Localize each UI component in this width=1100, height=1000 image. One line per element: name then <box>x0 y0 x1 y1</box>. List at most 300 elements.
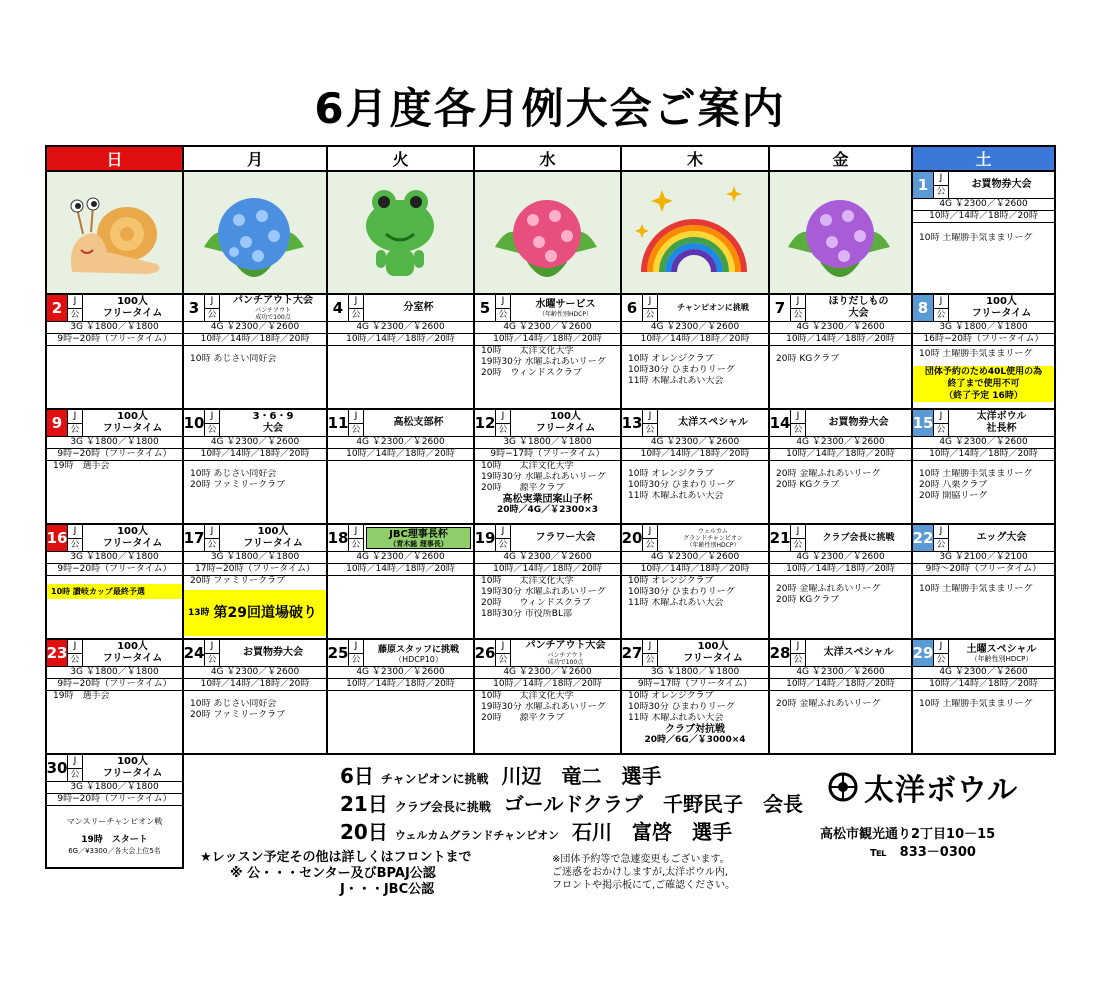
time-line: 10時／14時／18時／20時 <box>913 449 1054 461</box>
k-label: 公 <box>70 539 80 550</box>
j-label: J <box>934 640 948 654</box>
j-label: J <box>349 295 363 309</box>
k-label: 公 <box>936 186 946 197</box>
note-line: 10時30分 ひまわりリーグ <box>628 587 735 597</box>
note-line: 10時 あじさい同好会 <box>190 469 277 479</box>
event-line: パンチアウト大会 <box>525 640 606 651</box>
price-line: 4G ￥2300／￥2600 <box>622 552 768 564</box>
k-label: 公 <box>936 309 946 320</box>
event-title: クラブ会長に挑戦 <box>822 533 895 543</box>
event-title <box>949 410 1054 436</box>
event-sub: 成功で100点 <box>255 314 291 321</box>
k-label: 公 <box>351 654 361 665</box>
week-row-4 <box>46 524 1055 639</box>
event-line: 藤原スタッフに挑戦 <box>377 644 459 655</box>
j-label: J <box>205 640 219 654</box>
note-line: 10時 土曜勝手気ままリーグ <box>919 469 1033 479</box>
notice-line: 終了まで使用不可 <box>947 379 1020 389</box>
event-line: 大会 <box>263 423 283 434</box>
day-cell-21 <box>769 524 912 639</box>
day-cell-28 <box>769 639 912 754</box>
j-label: J <box>791 525 805 539</box>
day-cell-23 <box>46 639 183 754</box>
week-row-5 <box>46 639 1055 754</box>
k-label: 公 <box>645 654 655 665</box>
k-label: 公 <box>207 309 217 320</box>
footer-line-3 <box>340 816 732 845</box>
day-cell-17 <box>183 524 327 639</box>
k-label: 公 <box>70 309 80 320</box>
time-line: 10時／14時／18時／20時 <box>328 564 473 576</box>
j-label: J <box>496 525 510 539</box>
time-line: 10時／14時／18時／20時 <box>770 564 911 576</box>
note-line: 19時30分 水曜ふれあいリーグ <box>481 472 606 482</box>
k-label: 公 <box>793 539 803 550</box>
time-line: 10時／14時／18時／20時 <box>184 334 326 346</box>
event-title <box>83 640 182 666</box>
sanuki-cup-notice: 10時 讃岐カップ最終予選 <box>47 584 182 599</box>
day-number: 11 <box>327 413 349 432</box>
day-number: 1 <box>913 172 933 198</box>
event-line: 100人 <box>117 756 148 767</box>
day-number: 12 <box>474 413 496 432</box>
day-cell-11 <box>327 409 474 524</box>
event-line: JBC理事長杯 <box>389 528 448 540</box>
day-cell-30 <box>46 754 183 868</box>
event-title: お買物券大会 <box>828 417 889 428</box>
event-line: 太洋ボウル <box>976 411 1027 422</box>
k-label: 公 <box>498 424 508 435</box>
day-number: 23 <box>47 640 67 666</box>
price-line: 4G ￥2300／￥2600 <box>622 322 768 334</box>
day-cell-2 <box>46 294 183 409</box>
note-line: 10時 土曜勝手気ままリーグ <box>919 349 1033 359</box>
day-number: 22 <box>913 525 933 551</box>
note-line: 10時 オレンジクラブ <box>628 691 714 701</box>
time-line: 9時−20時（フリータイム） <box>47 679 182 691</box>
day-number: 24 <box>183 643 205 662</box>
event-title: 太洋スペシャル <box>823 647 894 658</box>
k-label: 公 <box>351 539 361 550</box>
note-line: 18時30分 市役所BL部 <box>481 609 572 619</box>
event-line: フリータイム <box>102 538 163 549</box>
j-label: J <box>643 640 657 654</box>
note-line: 10時30分 ひまわりリーグ <box>628 480 735 490</box>
day-cell-22 <box>912 524 1055 639</box>
day-cell-16 <box>46 524 183 639</box>
price-line: 4G ￥2300／￥2600 <box>622 437 768 449</box>
time-line: 9時−17時（フリータイム） <box>475 449 620 461</box>
frog-icon <box>327 171 474 294</box>
k-label: 公 <box>936 539 946 550</box>
day-cell-14 <box>769 409 912 524</box>
time-line: 9時−20時（フリータイム） <box>47 334 182 346</box>
k-label: 公 <box>70 424 80 435</box>
j-label: J <box>934 525 948 539</box>
event-line: パンチアウト大会 <box>233 295 313 306</box>
note-line: 20時 ファミリークラブ <box>190 480 286 490</box>
price-line: 4G ￥2300／￥2600 <box>328 552 473 564</box>
day-cell-1 <box>912 171 1055 294</box>
note-line: 10時 土曜勝手気ままリーグ <box>919 233 1033 243</box>
day-cell-18 <box>327 524 474 639</box>
day-number: 7 <box>774 298 786 317</box>
price-line: 3G ￥1800／￥1800 <box>913 322 1054 334</box>
day-cell-9 <box>46 409 183 524</box>
note-line: 10時 オレンジクラブ <box>628 576 714 586</box>
weekday-sat: 土 <box>912 146 1055 171</box>
j-label: J <box>934 295 948 309</box>
j-label: J <box>496 410 510 424</box>
day-number: 29 <box>913 640 933 666</box>
day-number: 27 <box>621 643 643 662</box>
note-line: 20時 ファミリークラブ <box>190 576 286 586</box>
j-label: J <box>349 640 363 654</box>
day-cell-6 <box>621 294 769 409</box>
footer-line-1 <box>340 760 662 789</box>
j-label: J <box>791 410 805 424</box>
j-label: J <box>68 755 82 769</box>
k-label: 公 <box>645 309 655 320</box>
notice-line: 団体予約のため40L使用の為 <box>924 367 1043 377</box>
event-line: 社長杯 <box>986 423 1017 434</box>
monthly-champion-detail: 6G／¥3300／各大会上位5名 <box>68 847 161 855</box>
notice-time: 13時 <box>188 607 210 618</box>
note-line: 20時 ファミリークラブ <box>190 710 286 720</box>
price-line: 4G ￥2300／￥2600 <box>475 322 620 334</box>
note-line: 11時 木曜ふれあい大会 <box>628 598 724 608</box>
k-label: 公 <box>351 309 361 320</box>
event-line: フリータイム <box>102 308 163 319</box>
j-label: J <box>349 525 363 539</box>
time-line: 10時／14時／18時／20時 <box>770 679 911 691</box>
j-label: J <box>934 172 948 186</box>
event-line: 100人 <box>697 641 729 652</box>
note-line: 10時 土曜勝手気ままリーグ <box>919 584 1033 594</box>
day-number: 5 <box>479 298 491 317</box>
k-label: 公 <box>936 654 946 665</box>
j-label: J <box>68 640 82 654</box>
event-line: フリータイム <box>102 423 163 434</box>
event-title <box>83 525 182 551</box>
day-number: 13 <box>621 413 643 432</box>
note-line: 19時 選手会 <box>53 691 110 701</box>
event-title <box>806 295 911 321</box>
time-line: 10時／14時／18時／20時 <box>328 334 473 346</box>
event-title: フラワー大会 <box>535 532 596 543</box>
event-line: 100人 <box>117 411 148 422</box>
time-line: 10時／14時／18時／20時 <box>184 449 326 461</box>
monthly-champion-time: 19時 スタート <box>81 835 148 845</box>
event-line: 100人 <box>257 526 289 537</box>
note-line: 20時 金曜ふれあいリーグ <box>776 469 881 479</box>
note-line: 10時 太洋文化大学 <box>481 461 574 471</box>
note-line: 19時30分 水曜ふれあいリーグ <box>481 587 606 597</box>
telephone: ℡ 833－0300 <box>870 845 976 860</box>
j-label: J <box>205 410 219 424</box>
event-line: 100人 <box>550 411 581 422</box>
hydrangea-pink-icon <box>474 171 621 294</box>
day-number: 20 <box>621 528 643 547</box>
snail-icon <box>46 171 183 294</box>
lesson-note: ★レッスン予定その他は詳しくはフロントまで <box>200 850 472 865</box>
day-number: 25 <box>327 643 349 662</box>
price-line: 4G ￥2300／￥2600 <box>184 667 326 679</box>
time-line: 17時−20時（フリータイム） <box>184 564 326 576</box>
weekday-tue: 火 <box>327 146 474 171</box>
event-title: 分室杯 <box>403 302 434 313</box>
day-number: 2 <box>47 295 67 321</box>
note-line: 19時30分 水曜ふれあいリーグ <box>481 357 606 367</box>
footer-event: ウェルカムグランドチャンピオン <box>394 829 560 842</box>
special-event: 高松実業団案山子杯 <box>502 494 593 505</box>
footer-person: ゴールドクラブ 千野民子 会長 <box>503 792 803 816</box>
price-line: 4G ￥2300／￥2600 <box>328 437 473 449</box>
price-line: 3G ￥1800／￥1800 <box>47 322 182 334</box>
price-line: 4G ￥2300／￥2600 <box>913 199 1054 211</box>
event-title <box>364 640 473 666</box>
price-line: 3G ￥1800／￥1800 <box>622 667 768 679</box>
day-cell-3 <box>183 294 327 409</box>
event-sub: （青木総 理事長） <box>389 539 448 548</box>
j-label: J <box>205 525 219 539</box>
day-number: 17 <box>183 528 205 547</box>
j-label: J <box>68 410 82 424</box>
price-line: 4G ￥2300／￥2600 <box>770 322 911 334</box>
hydrangea-purple-icon <box>769 171 912 294</box>
note-line: 20時 金曜ふれあいリーグ <box>776 699 881 709</box>
event-title <box>83 410 182 436</box>
notice-line-1: ※団体予約等で急遽変更もございます。 <box>552 854 730 865</box>
day-number: 6 <box>626 298 638 317</box>
k-label: 公 <box>498 309 508 320</box>
price-line: 3G ￥2100／￥2100 <box>913 552 1054 564</box>
time-line: 10時／14時／18時／20時 <box>328 679 473 691</box>
event-line: 100人 <box>117 526 148 537</box>
time-line: 9時〜20時（フリータイム） <box>913 564 1054 576</box>
event-title: お買物券大会 <box>243 647 303 658</box>
logo-text: 太洋ボウル <box>864 773 1019 808</box>
event-title <box>220 295 326 321</box>
price-line: 4G ￥2300／￥2600 <box>184 437 326 449</box>
time-line: 10時／14時／18時／20時 <box>475 564 620 576</box>
hydrangea-blue-icon <box>183 171 327 294</box>
event-title: お買物券大会 <box>971 179 1032 190</box>
event-title <box>511 295 620 321</box>
event-sub: （年齢性別HDCP） <box>970 654 1033 663</box>
note-line: 10時 あじさい同好会 <box>190 354 277 364</box>
day-cell-29 <box>912 639 1055 754</box>
event-title <box>658 525 768 551</box>
day-number: 4 <box>332 298 344 317</box>
day-cell-25 <box>327 639 474 754</box>
event-line: フリータイム <box>971 308 1032 319</box>
time-line: 9時−20時（フリータイム） <box>47 794 182 806</box>
event-sub: パンチアウト <box>547 652 584 659</box>
j-label: J <box>68 295 82 309</box>
time-line: 9時−17時（フリータイム） <box>622 679 768 691</box>
note-line: 19時30分 水曜ふれあいリーグ <box>481 702 606 712</box>
day-cell-24 <box>183 639 327 754</box>
time-line: 10時／14時／18時／20時 <box>622 334 768 346</box>
price-line: 4G ￥2300／￥2600 <box>913 437 1054 449</box>
k-label: 公 <box>498 539 508 550</box>
footer-day: 21日 <box>340 792 388 816</box>
k-label: 公 <box>793 654 803 665</box>
event-title <box>511 410 620 436</box>
j-label: J <box>68 525 82 539</box>
note-line: 20時 KGクラブ <box>776 480 840 490</box>
day-number: 3 <box>188 298 200 317</box>
price-line: 4G ￥2300／￥2600 <box>184 322 326 334</box>
time-line: 10時／14時／18時／20時 <box>913 211 1054 223</box>
event-title <box>366 527 471 549</box>
k-label: 公 <box>793 309 803 320</box>
event-sub: （年齢性別HDCP） <box>539 310 592 318</box>
price-line: 4G ￥2300／￥2600 <box>328 322 473 334</box>
event-title <box>949 640 1054 666</box>
k-label: 公 <box>207 424 217 435</box>
weekday-mon: 月 <box>183 146 327 171</box>
week-row-3 <box>46 409 1055 524</box>
note-line: 11時 木曜ふれあい大会 <box>628 376 724 386</box>
time-line: 9時−20時（フリータイム） <box>47 564 182 576</box>
weekday-fri: 金 <box>769 146 912 171</box>
note-line: 20時 ウィンドスクラブ <box>481 598 591 608</box>
time-line: 10時／14時／18時／20時 <box>770 449 911 461</box>
time-line: 10時／14時／18時／20時 <box>622 449 768 461</box>
k-label: 公 <box>70 654 80 665</box>
k-label: 公 <box>645 539 655 550</box>
day-cell-5 <box>474 294 621 409</box>
price-line: 4G ￥2300／￥2600 <box>913 667 1054 679</box>
notice-title: 第29回道場破り <box>213 604 318 621</box>
day-cell-26 <box>474 639 621 754</box>
day-number: 26 <box>474 643 496 662</box>
note-line: 20時 KGクラブ <box>776 595 840 605</box>
monthly-champion-title: マンスリーチャンピオン戦 <box>66 817 163 826</box>
event-title <box>220 410 326 436</box>
note-line: 20時 KGクラブ <box>776 354 840 364</box>
event-sub: （HDCP10） <box>394 654 443 664</box>
event-title <box>949 295 1054 321</box>
weekday-thu: 木 <box>621 146 769 171</box>
price-line: 3G ￥1800／￥1800 <box>47 667 182 679</box>
k-label: 公 <box>645 424 655 435</box>
notice-line-2: ご迷惑をおかけしますが,太洋ボウル内, <box>552 867 729 878</box>
special-event-detail: 20時／4G／￥2300×3 <box>496 505 599 515</box>
footer-day: 6日 <box>340 764 374 788</box>
j-note: J・・・JBC公認 <box>340 882 435 897</box>
note-line: 10時 オレンジクラブ <box>628 469 714 479</box>
time-line: 10時／14時／18時／20時 <box>475 679 620 691</box>
note-line: 11時 木曜ふれあい大会 <box>628 491 724 501</box>
event-line: フリータイム <box>102 653 163 664</box>
event-sub: グランドチャンピオン <box>683 534 743 542</box>
time-line: 9時−20時（フリータイム） <box>47 449 182 461</box>
day-cell-27 <box>621 639 769 754</box>
notice-line: （終了予定 16時） <box>944 391 1023 401</box>
j-label: J <box>643 295 657 309</box>
logo-mark-icon <box>828 772 858 802</box>
day-number: 16 <box>47 525 67 551</box>
note-line: 20時 源平クラブ <box>481 713 565 723</box>
k-label: 公 <box>351 424 361 435</box>
j-label: J <box>496 295 510 309</box>
event-line: 100人 <box>117 641 148 652</box>
day-number: 18 <box>327 528 349 547</box>
day-number: 9 <box>47 410 67 436</box>
day-number: 21 <box>769 528 791 547</box>
day-number: 15 <box>913 410 933 436</box>
time-line: 10時／14時／18時／20時 <box>328 449 473 461</box>
price-line: 3G ￥1800／￥1800 <box>47 437 182 449</box>
k-label: 公 <box>936 424 946 435</box>
price-line: 4G ￥2300／￥2600 <box>475 667 620 679</box>
note-line: 10時30分 ひまわりリーグ <box>628 365 735 375</box>
price-line: 4G ￥2300／￥2600 <box>328 667 473 679</box>
event-title <box>83 295 182 321</box>
day-cell-7 <box>769 294 912 409</box>
event-title: 高松支部杯 <box>393 417 444 428</box>
k-label: 公 <box>793 424 803 435</box>
j-label: J <box>349 410 363 424</box>
special-event-detail: 20時／6G／￥3000×4 <box>644 735 746 745</box>
event-title <box>83 755 182 781</box>
event-title <box>658 640 768 666</box>
event-title <box>511 640 620 666</box>
day-cell-10 <box>183 409 327 524</box>
weekday-header-row <box>46 146 1055 171</box>
day-number: 19 <box>474 528 496 547</box>
illustration-row <box>46 171 1055 294</box>
j-label: J <box>205 295 219 309</box>
address: 高松市観光通り2丁目10－15 <box>820 827 996 842</box>
j-label: J <box>496 640 510 654</box>
time-line: 10時／14時／18時／20時 <box>913 679 1054 691</box>
event-title: 太洋スペシャル <box>678 417 748 428</box>
price-line: 3G ￥1800／￥1800 <box>475 437 620 449</box>
time-line: 10時／14時／18時／20時 <box>770 334 911 346</box>
event-line: 大会 <box>848 308 869 319</box>
note-line: 10時 太洋文化大学 <box>481 691 574 701</box>
day-number: 10 <box>183 413 205 432</box>
price-line: 4G ￥2300／￥2600 <box>475 552 620 564</box>
day-number: 8 <box>913 295 933 321</box>
event-line: フリータイム <box>535 423 596 434</box>
note-line: 10時 土曜勝手気ままリーグ <box>919 699 1033 709</box>
day-cell-12 <box>474 409 621 524</box>
week-row-2 <box>46 294 1055 409</box>
note-line: 10時 太洋文化大学 <box>481 576 574 586</box>
day-cell-20 <box>621 524 769 639</box>
note-line: 10時 あじさい同好会 <box>190 699 277 709</box>
note-line: 20時 開脇リーグ <box>919 491 988 501</box>
day-number: 28 <box>769 643 791 662</box>
k-label: 公 <box>207 654 217 665</box>
event-line: 3・6・9 <box>252 411 294 422</box>
note-line: 20時 金曜ふれあいリーグ <box>776 584 881 594</box>
price-line: 4G ￥2300／￥2600 <box>770 437 911 449</box>
footer-event: チャンピオンに挑戦 <box>380 772 489 786</box>
day-cell-13 <box>621 409 769 524</box>
day-cell-15 <box>912 409 1055 524</box>
weekday-sun: 日 <box>46 146 183 171</box>
note-line: 10時 太洋文化大学 <box>481 346 574 356</box>
day-cell-4 <box>327 294 474 409</box>
footer-person: 石川 富啓 選手 <box>572 820 733 844</box>
rainbow-icon <box>621 171 769 294</box>
